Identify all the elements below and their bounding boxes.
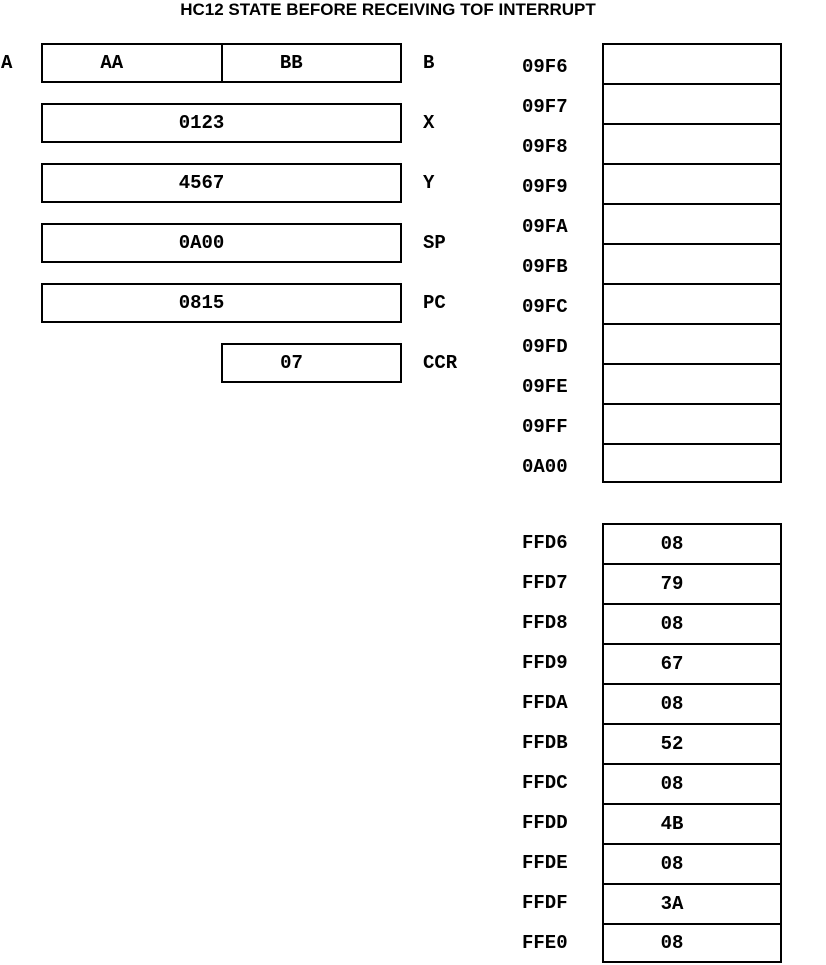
- memory-address-label: 09F6: [522, 56, 568, 78]
- memory-row: [520, 243, 782, 283]
- register-a-label: A: [1, 52, 13, 74]
- register-value: 0A00: [178, 232, 225, 254]
- memory-address-label: 09F9: [522, 176, 568, 198]
- memory-cell-value: 08: [660, 693, 684, 715]
- stack-memory-block: [520, 43, 782, 483]
- memory-address-label: 09FF: [522, 416, 568, 438]
- memory-row: [520, 643, 782, 683]
- memory-cell: [602, 683, 782, 723]
- memory-row: [520, 43, 782, 83]
- memory-row: [520, 883, 782, 923]
- memory-row: [520, 363, 782, 403]
- memory-cell: [602, 123, 782, 163]
- memory-row: [520, 123, 782, 163]
- register-ccr-value: 07: [280, 352, 303, 374]
- memory-address-label: FFDE: [522, 852, 568, 874]
- memory-cell: [602, 723, 782, 763]
- register-ab-box: [41, 43, 402, 83]
- page-title: HC12 STATE BEFORE RECEIVING TOF INTERRUPT: [180, 0, 596, 19]
- memory-address-label: FFD7: [522, 572, 568, 594]
- register-b-value: BB: [279, 52, 303, 74]
- memory-cell: [602, 443, 782, 483]
- memory-address-label: FFD9: [522, 652, 568, 674]
- memory-cell: [602, 163, 782, 203]
- memory-address-label: FFDB: [522, 732, 568, 754]
- memory-cell-value: 08: [660, 533, 684, 555]
- memory-address-label: 09FA: [522, 216, 568, 238]
- register-b-label: B: [423, 52, 435, 74]
- memory-row: [520, 523, 782, 563]
- memory-address-label: 09F8: [522, 136, 568, 158]
- register-box: [41, 103, 402, 143]
- memory-row: [520, 203, 782, 243]
- register-a-value: AA: [43, 45, 223, 81]
- register-label: Y: [423, 172, 435, 194]
- memory-address-label: 09F7: [522, 96, 568, 118]
- memory-cell-value: 4B: [660, 813, 684, 835]
- memory-row: [520, 283, 782, 323]
- memory-address-label: 09FE: [522, 376, 568, 398]
- memory-cell: [602, 803, 782, 843]
- memory-cell-value: 79: [660, 573, 684, 595]
- memory-row: [520, 443, 782, 483]
- memory-row: [520, 163, 782, 203]
- memory-cell-value: 08: [660, 932, 684, 954]
- memory-cell: [602, 923, 782, 963]
- memory-cell: [602, 563, 782, 603]
- register-label: X: [423, 112, 435, 134]
- memory-row: [520, 683, 782, 723]
- register-value: 0123: [178, 112, 225, 134]
- memory-row: [520, 563, 782, 603]
- memory-cell: [602, 323, 782, 363]
- vector-table-block: [520, 523, 782, 963]
- memory-address-label: 09FC: [522, 296, 568, 318]
- register-ccr-label: CCR: [423, 352, 458, 374]
- memory-cell-value: 52: [660, 733, 684, 755]
- memory-address-label: FFDF: [522, 892, 568, 914]
- memory-row: [520, 403, 782, 443]
- memory-cell: [602, 83, 782, 123]
- memory-cell-value: 67: [660, 653, 684, 675]
- memory-row: [520, 83, 782, 123]
- memory-address-label: 09FD: [522, 336, 568, 358]
- memory-address-label: FFDD: [522, 812, 568, 834]
- register-value: 0815: [178, 292, 225, 314]
- memory-cell: [602, 523, 782, 563]
- memory-address-label: 09FB: [522, 256, 568, 278]
- memory-cell: [602, 603, 782, 643]
- memory-cell: [602, 283, 782, 323]
- memory-cell: [602, 643, 782, 683]
- memory-cell: [602, 843, 782, 883]
- memory-row: [520, 723, 782, 763]
- memory-address-label: FFD6: [522, 532, 568, 554]
- memory-cell-value: 08: [660, 613, 684, 635]
- memory-row: [520, 323, 782, 363]
- memory-row: [520, 843, 782, 883]
- memory-address-label: FFD8: [522, 612, 568, 634]
- memory-row: [520, 763, 782, 803]
- register-box: [41, 223, 402, 263]
- memory-address-label: FFDC: [522, 772, 568, 794]
- register-label: SP: [423, 232, 446, 254]
- register-label: PC: [423, 292, 446, 314]
- memory-cell-value: 08: [660, 853, 684, 875]
- memory-row: [520, 803, 782, 843]
- memory-row: [520, 923, 782, 963]
- register-value: 4567: [178, 172, 225, 194]
- memory-cell: [602, 203, 782, 243]
- memory-address-label: 0A00: [522, 456, 568, 478]
- memory-cell: [602, 243, 782, 283]
- memory-cell-value: 3A: [660, 893, 684, 915]
- memory-address-label: FFDA: [522, 692, 568, 714]
- register-box: [41, 283, 402, 323]
- memory-address-label: FFE0: [522, 932, 568, 954]
- memory-cell: [602, 883, 782, 923]
- memory-cell: [602, 763, 782, 803]
- memory-row: [520, 603, 782, 643]
- memory-cell: [602, 403, 782, 443]
- memory-cell: [602, 43, 782, 83]
- memory-cell-value: 08: [660, 773, 684, 795]
- memory-cell: [602, 363, 782, 403]
- register-ccr-box: [221, 343, 402, 383]
- register-box: [41, 163, 402, 203]
